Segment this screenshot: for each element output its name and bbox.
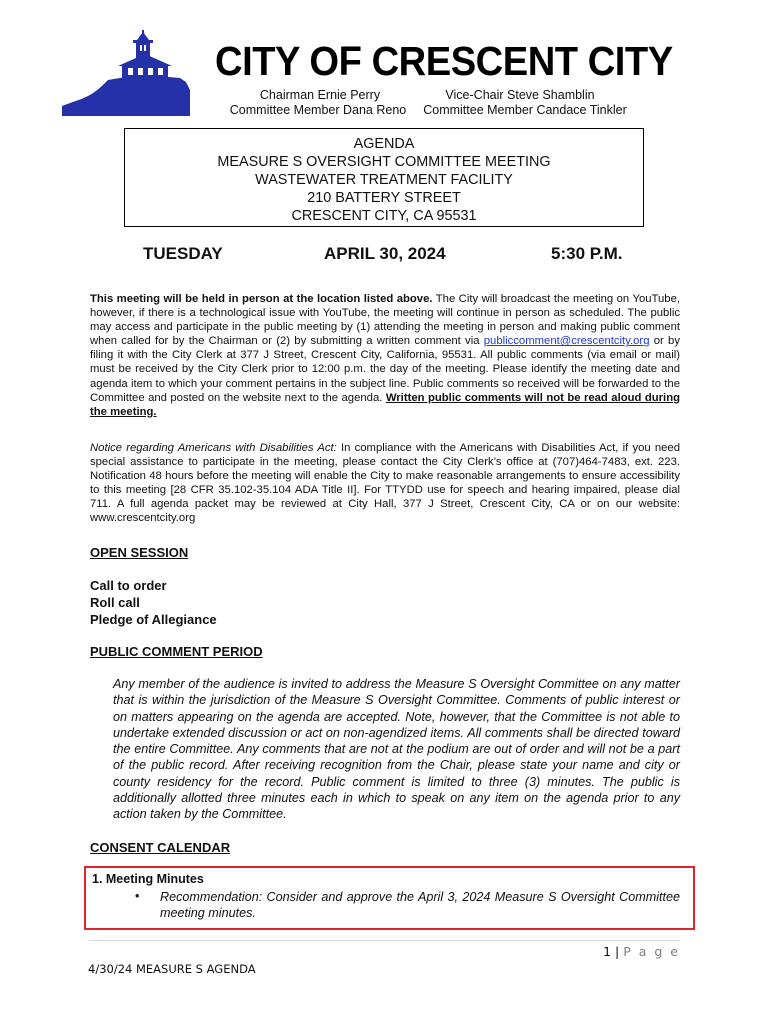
intro-lead: This meeting will be held in person at the location listed above. xyxy=(90,293,433,305)
ada-paragraph xyxy=(90,441,680,526)
city-title: CITY OF CRESCENT CITY xyxy=(215,38,673,84)
page-label: P a g e xyxy=(623,944,680,959)
intro-paragraph xyxy=(90,292,680,419)
bullet-icon: • xyxy=(135,889,140,903)
list-item: Roll call xyxy=(90,595,140,610)
agenda-box xyxy=(124,128,644,227)
intro-text-1: The City will broadcast the meeting on YouTube, however, if there is a technological issue with YouTube, the meeting will continue in person as scheduled. The public may access and participate in the public meeting by (1) attending the meeting in person and making public comment when called for by the Chairman or (2) by submitting a written comment via xyxy=(90,293,680,348)
consent-item-title: 1. Meeting Minutes xyxy=(92,872,204,886)
member-committee-2: Committee Member Candace Tinkler xyxy=(423,103,627,117)
agenda-line: AGENDA xyxy=(353,136,415,152)
member-committee-1: Committee Member Dana Reno xyxy=(229,103,407,117)
intro-text-2: or by filing it with the City Clerk at 377 J Street, Crescent City, California, 95531. All public comments (via email or mail) must be received by the City Clerk prior to 12:00 p.m. the day of the meeting. Please identify the meeting date and agenda item to which your comment pertains in the subject line. Public comments so received will be forwarded to the Committee and posted on the website next to the agenda. xyxy=(90,335,680,404)
list-item: Call to order xyxy=(90,578,167,593)
public-comment-email-link[interactable]: publiccomment@crescentcity.org xyxy=(483,335,650,348)
intro-notice: Written public comments will not be read aloud during the meeting. xyxy=(90,391,681,418)
agenda-line: CRESCENT CITY, CA 95531 xyxy=(291,208,477,224)
public-comment-text: Any member of the audience is invited to address the Measure S Oversight Committee on any matter that is within the jurisdiction of the Measure S Oversight Committee. Comments of public interest or on matters appearing on the agenda are accepted. Note, however, that the Committee is not able to undertake extended discussion or act on non-agendized items. All comments shall be directed toward the entire Committee. Any comments that are not at the podium are out of order and will not be a part of the public record. After receiving recognition from the Chair, please state your name and city or county residency for the record. Public comment is limited to three (3) minutes. The public is additionally allotted three minutes each in which to speak on any item on the agenda prior to any action taken by the Committee. xyxy=(113,677,680,822)
agenda-line: WASTEWATER TREATMENT FACILITY xyxy=(255,172,513,188)
member-vice-chair: Vice-Chair Steve Shamblin xyxy=(445,88,595,102)
footer-divider xyxy=(90,940,680,941)
open-session-list xyxy=(90,577,217,628)
page-number xyxy=(560,944,680,959)
meeting-day: TUESDAY xyxy=(143,244,223,263)
list-item: Pledge of Allegiance xyxy=(90,612,217,627)
page-separator: | xyxy=(611,944,624,959)
agenda-line: MEASURE S OVERSIGHT COMMITTEE MEETING xyxy=(217,154,551,170)
meeting-date: APRIL 30, 2024 xyxy=(324,244,446,263)
open-session-heading: OPEN SESSION xyxy=(90,545,189,560)
page-number-value: 1 xyxy=(603,944,612,959)
member-chairman: Chairman Ernie Perry xyxy=(259,88,381,102)
lighthouse-logo-icon xyxy=(62,30,190,116)
consent-item-recommendation: Recommendation: Consider and approve the April 3, 2024 Measure S Oversight Committee meeting minutes. xyxy=(160,890,680,920)
meeting-time: 5:30 P.M. xyxy=(551,244,623,263)
public-comment-heading: PUBLIC COMMENT PERIOD xyxy=(90,644,263,659)
agenda-line: 210 BATTERY STREET xyxy=(307,190,461,206)
consent-calendar-heading: CONSENT CALENDAR xyxy=(90,840,231,855)
ada-text: In compliance with the Americans with Disabilities Act, if you need special assistance to participate in the meeting, please contact the City Clerk’s office at (707)464-7483, ext. 223. Notification 48 hours before the meeting will enable the City to make reasonable arrangements to ensure accessibility to this meeting [28 CFR 35.102-35.104 ADA Title II]. For TTYDD use for speech and hearing impaired, please dial 711. A full agenda packet may be reviewed at City Hall, 377 J Street, Crescent City, CA or on our website: www.crescentcity.org xyxy=(90,442,680,525)
footer-document-label: 4/30/24 MEASURE S AGENDA xyxy=(88,962,256,976)
ada-lead: Notice regarding Americans with Disabilities Act: xyxy=(90,442,337,454)
